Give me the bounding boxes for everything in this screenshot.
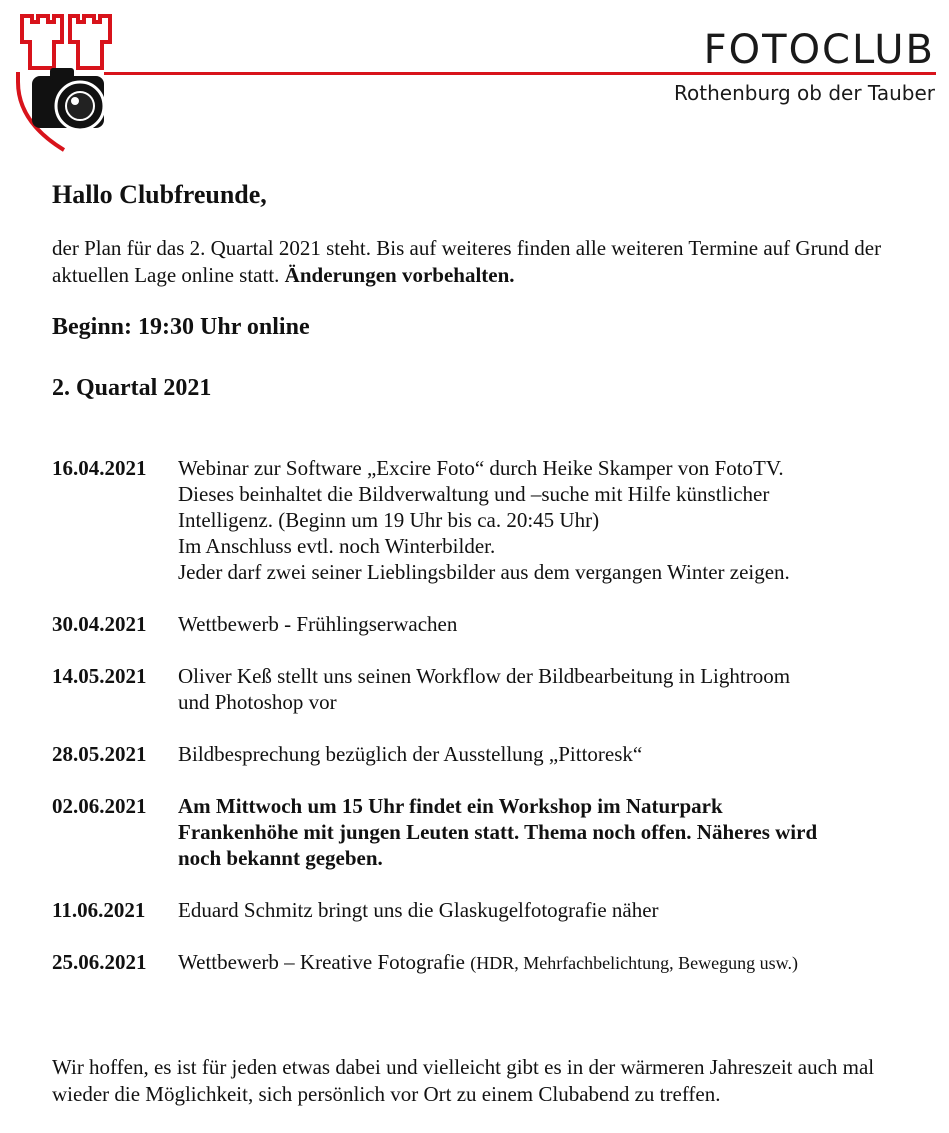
event-description xyxy=(178,949,932,976)
castle-tower-camera-icon xyxy=(14,12,114,152)
event-row xyxy=(52,455,932,585)
event-date: 30.04.2021 xyxy=(52,612,147,636)
closing-paragraph: Wir hoffen, es ist für jeden etwas dabei und vielleicht gibt es in der wärmeren Jahreszeit auch mal wieder die Möglichkeit, sich persönlich vor Ort zu einem Clubabend zu treffen. xyxy=(52,1055,875,1106)
event-description: Eduard Schmitz bringt uns die Glaskugelfotografie näher xyxy=(178,898,659,922)
event-date: 02.06.2021 xyxy=(52,794,147,818)
event-description: Am Mittwoch um 15 Uhr findet ein Workshop im Naturpark Frankenhöhe mit jungen Leuten statt. Thema noch offen. Näheres wird noch bekannt gegeben. xyxy=(178,794,818,870)
event-schedule xyxy=(52,455,932,1002)
brand-subtitle: Rothenburg ob der Tauber xyxy=(674,81,935,105)
event-description: Wettbewerb - Frühlingserwachen xyxy=(178,612,458,636)
intro-bold-note: Änderungen vorbehalten. xyxy=(284,263,515,287)
event-row xyxy=(52,663,932,715)
event-description: Bildbesprechung bezüglich der Ausstellung „Pittoresk“ xyxy=(178,742,643,766)
event-row xyxy=(52,741,932,767)
event-date: 16.04.2021 xyxy=(52,456,147,480)
event-date: 25.06.2021 xyxy=(52,950,147,974)
event-description: Oliver Keß stellt uns seinen Workflow der Bildbearbeitung in Lightroom und Photoshop vor xyxy=(178,664,791,714)
event-date: 11.06.2021 xyxy=(52,898,146,922)
quarter-heading: 2. Quartal 2021 xyxy=(52,375,212,401)
greeting-heading: Hallo Clubfreunde, xyxy=(52,180,267,209)
event-date: 14.05.2021 xyxy=(52,664,147,688)
start-time-heading: Beginn: 19:30 Uhr online xyxy=(52,314,310,340)
event-text: Wettbewerb – Kreative Fotografie xyxy=(178,950,465,974)
brand-block xyxy=(674,27,935,105)
event-row xyxy=(52,611,932,637)
event-row xyxy=(52,793,932,871)
event-note: (HDR, Mehrfachbelichtung, Bewegung usw.) xyxy=(470,953,798,973)
intro-text: der Plan für das 2. Quartal 2021 steht. Bis auf weiteres finden alle weiteren Termine auf Grund der aktuellen Lage online statt. xyxy=(52,236,882,287)
event-row xyxy=(52,897,932,923)
brand-title: FOTOCLUB xyxy=(703,27,935,73)
event-date: 28.05.2021 xyxy=(52,742,147,766)
intro-paragraph xyxy=(52,235,912,289)
event-description: Webinar zur Software „Excire Foto“ durch Heike Skamper von FotoTV. Dieses beinhaltet die Bildverwaltung und –suche mit Hilfe künstlicher Intelligenz. (Beginn um 19 Uhr bis ca. 20:45 Uhr) Im Anschluss evtl. noch Winterbilder. Jeder darf zwei seiner Lieblingsbilder aus dem vergangen Winter zeigen. xyxy=(178,456,790,584)
event-row xyxy=(52,949,932,976)
